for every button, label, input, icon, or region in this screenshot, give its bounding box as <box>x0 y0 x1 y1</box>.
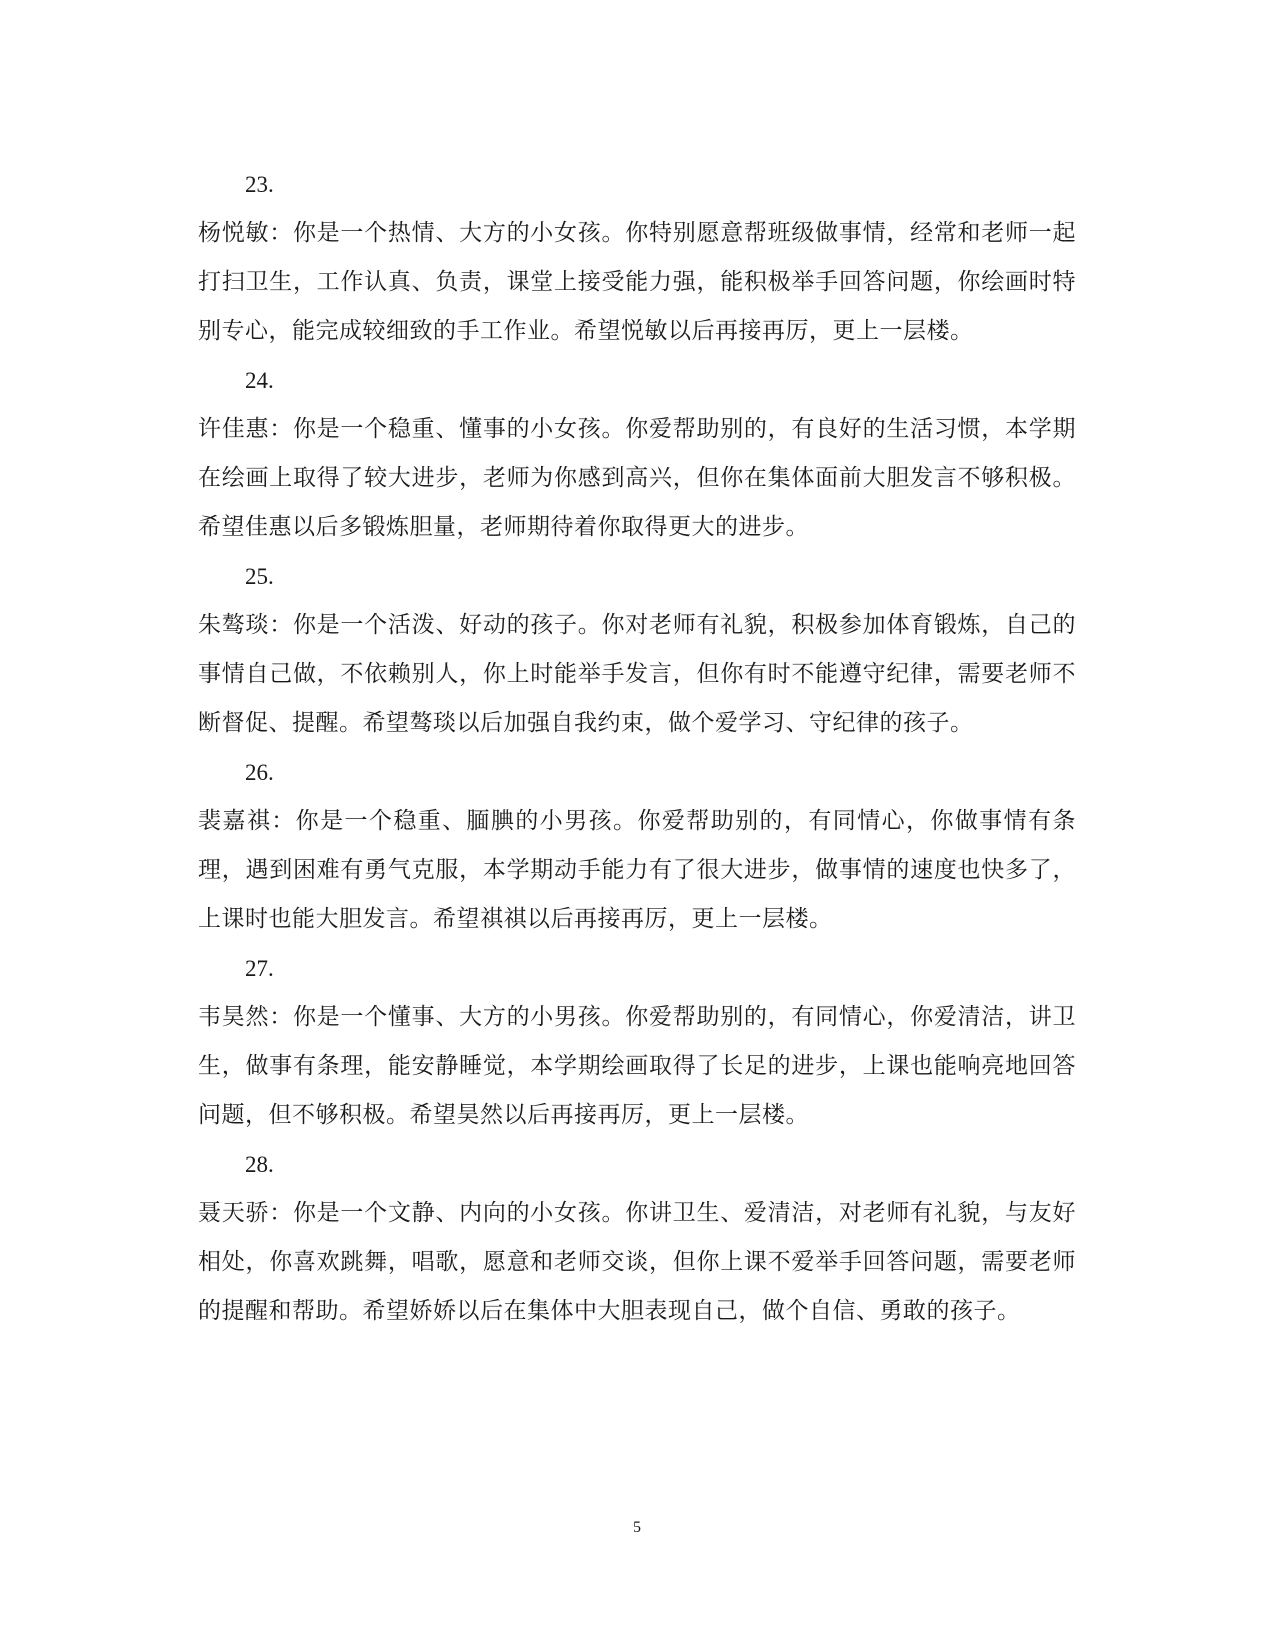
entry-text: 许佳惠：你是一个稳重、懂事的小女孩。你爱帮助别的，有良好的生活习惯，本学期在绘画上取得了较大进步，老师为你感到高兴，但你在集体面前大胆发言不够积极。希望佳惠以后多锻炼胆量，老师期待着你取得更大的进步。 <box>198 416 1076 540</box>
page-content <box>198 160 1076 1336</box>
entry-number: 28. <box>245 1152 274 1177</box>
entry-23 <box>198 160 1076 356</box>
entry-number: 23. <box>245 172 274 197</box>
entry-number: 25. <box>245 564 274 589</box>
entry-26 <box>198 748 1076 944</box>
page-number: 5 <box>633 1519 641 1536</box>
entry-25 <box>198 552 1076 748</box>
entry-number: 26. <box>245 760 274 785</box>
entry-text: 朱骜琰：你是一个活泼、好动的孩子。你对老师有礼貌，积极参加体育锻炼，自己的事情自己做，不依赖别人，你上时能举手发言，但你有时不能遵守纪律，需要老师不断督促、提醒。希望骜琰以后加强自我约束，做个爱学习、守纪律的孩子。 <box>198 612 1076 736</box>
entry-text: 聂天骄：你是一个文静、内向的小女孩。你讲卫生、爱清洁，对老师有礼貌，与友好相处，你喜欢跳舞，唱歌，愿意和老师交谈，但你上课不爱举手回答问题，需要老师的提醒和帮助。希望娇娇以后在集体中大胆表现自己，做个自信、勇敢的孩子。 <box>198 1200 1076 1324</box>
entry-text: 杨悦敏：你是一个热情、大方的小女孩。你特别愿意帮班级做事情，经常和老师一起打扫卫生，工作认真、负责，课堂上接受能力强，能积极举手回答问题，你绘画时特别专心，能完成较细致的手工作业。希望悦敏以后再接再厉，更上一层楼。 <box>198 220 1076 344</box>
entry-text: 裴嘉祺：你是一个稳重、腼腆的小男孩。你爱帮助别的，有同情心，你做事情有条理，遇到困难有勇气克服，本学期动手能力有了很大进步，做事情的速度也快多了，上课时也能大胆发言。希望祺祺以后再接再厉，更上一层楼。 <box>198 808 1076 932</box>
entry-28 <box>198 1140 1076 1336</box>
entry-number: 27. <box>245 956 274 981</box>
entry-number: 24. <box>245 368 274 393</box>
entry-24 <box>198 356 1076 552</box>
entry-27 <box>198 944 1076 1140</box>
entry-text: 韦昊然：你是一个懂事、大方的小男孩。你爱帮助别的，有同情心，你爱清洁，讲卫生，做事有条理，能安静睡觉，本学期绘画取得了长足的进步，上课也能响亮地回答问题，但不够积极。希望昊然以后再接再厉，更上一层楼。 <box>198 1004 1076 1128</box>
